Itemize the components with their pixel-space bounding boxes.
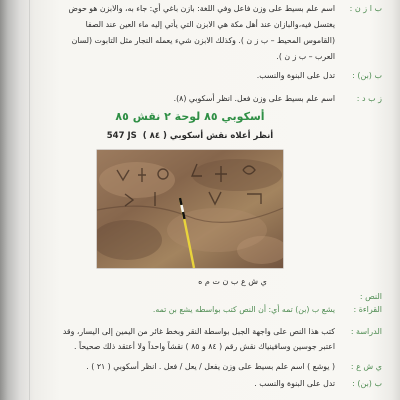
reference-code: 547 JS (106, 131, 137, 141)
entry-label-zbd: ز ب د : (356, 94, 382, 103)
inscription-reference (90, 130, 290, 142)
entry-label-bin: ب (بن) : (352, 71, 382, 80)
entry-line: يغتسل فيه،والبازان عند أهل مكة هي الابزن التي يأتي إليه ماء العين عند الصفا (85, 20, 335, 29)
reference-text: أنظر أعلاه نقش أسكوبي ( ٨٤ ) (142, 131, 274, 141)
analysis-label-ysh: ي ش ع : (350, 362, 382, 371)
entry-line: (القاموس المحيط – ب ز ن ). وكذلك الابزن شيء يعمله النجار مثل التابوت (لسان (71, 36, 335, 45)
analysis-label-reading: القراءة : (353, 305, 382, 314)
entry-line: ( يوشع ) اسم علم بسيط على وزن يفعل / يعل / فعل . انظر أسكوبي ( ٢١ ) . (86, 362, 335, 371)
inscription-title: أسكوبي ٨٥ لوحة ٢ نقش ٨٥ (115, 110, 265, 123)
entry-label-bazn: ب ا ز ن : (349, 4, 382, 13)
entry-line: اسم علم بسيط على وزن فاعل وفي اللغة: بازن باغي أي: جاء به، والابزن هو حوض (68, 4, 335, 13)
page-gutter-shadow (29, 0, 30, 400)
study-line: اعتبر جوسين وسافينياك نقش رقم ( ٨٤ و ٨٥ ) نقشاً واحداً ولا أعتقد ذلك صحيحاً . (74, 342, 335, 351)
analysis-label-text: النص : (359, 292, 382, 301)
entry-line: تدل على البنوة والنسب. (256, 71, 335, 80)
study-line: كتب هذا النص على واجهة الجبل بواسطة النقر وبخط غائر من اليمين إلى اليسار، وقد (62, 327, 335, 336)
reading-line: يشع ب (بن) تمه أي: أن النص كتب بواسطه يشع بن تمه. (152, 305, 335, 314)
analysis-label-bin: ب (بن) : (352, 379, 382, 388)
inscription-transliteration: ي ش ع ب ن ت م ه (198, 277, 267, 286)
entry-line: تدل على البنوة والنسب . (254, 379, 335, 388)
entry-line: اسم علم بسيط على وزن فعل. انظر أسكوبي (٨). (173, 94, 335, 103)
inscription-photo (97, 150, 283, 268)
analysis-label-study: الدراسة : (350, 327, 382, 336)
entry-line: العرب – ب ز ن ). (276, 52, 335, 61)
